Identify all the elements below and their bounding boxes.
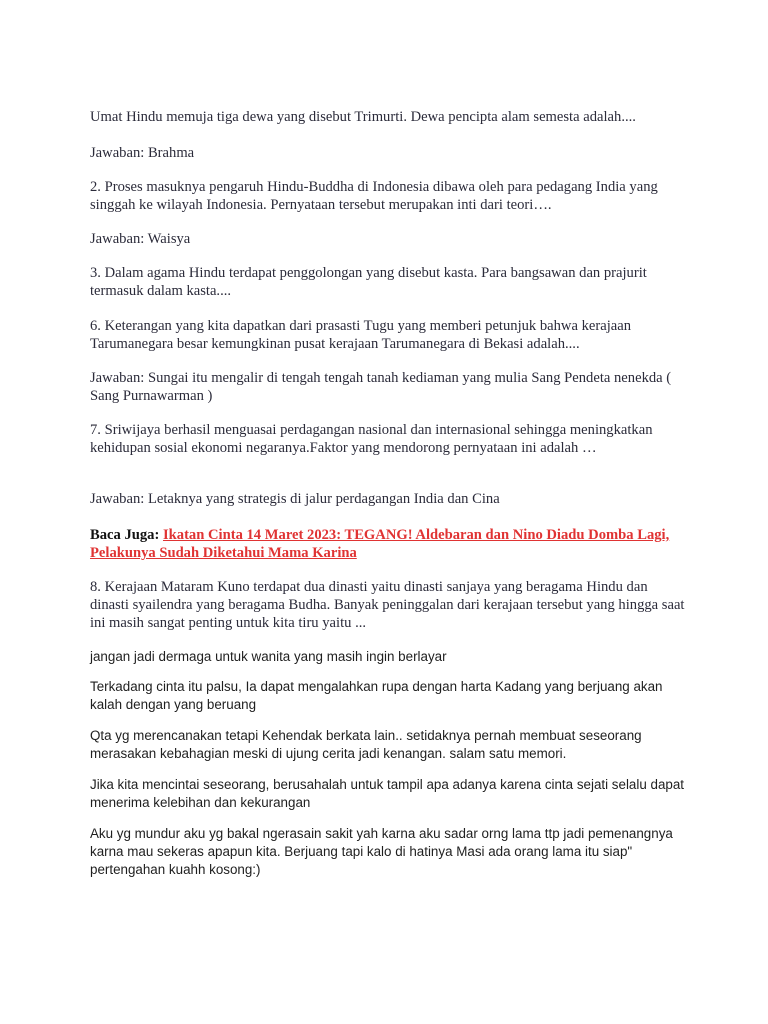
answer-2: Jawaban: Waisya: [90, 231, 191, 247]
question-8: 8. Kerajaan Mataram Kuno terdapat dua dinasti yaitu dinasti sanjaya yang beragama Hindu dan dinasti syailendra yang beragama Budha. Banyak peninggalan dari kerajaan tersebut yang hingga saat ini masih sangat penting untuk kita tiru yaitu ...: [90, 579, 685, 631]
quote-1: jangan jadi dermaga untuk wanita yang masih ingin berlayar: [90, 649, 447, 664]
question-7: 7. Sriwijaya berhasil menguasai perdagangan nasional dan internasional sehingga meningkatkan kehidupan sosial ekonomi negaranya.Faktor yang mendorong pernyataan ini adalah …: [90, 422, 653, 456]
quote-3: Qta yg merencanakan tetapi Kehendak berkata lain.. setidaknya pernah membuat seseorang merasakan kebahagian meski di ujung cerita jadi kenangan. salam satu memori.: [90, 728, 642, 761]
question-1: Umat Hindu memuja tiga dewa yang disebut Trimurti. Dewa pencipta alam semesta adalah....: [90, 109, 636, 125]
baca-juga: [90, 526, 690, 562]
answer-1: Jawaban: Brahma: [90, 145, 195, 161]
quote-4: Jika kita mencintai seseorang, berusahalah untuk tampil apa adanya karena cinta sejati selalu dapat menerima kelebihan dan kekurangan: [90, 777, 685, 810]
quote-5: Aku yg mundur aku yg bakal ngerasain sakit yah karna aku sadar orng lama ttp jadi pemenangnya karna mau sekeras apapun kita. Berjuang tapi kalo di hatinya Masi ada orang lama itu siap" pertengahan kuahh kosong:): [90, 826, 673, 877]
question-6: 6. Keterangan yang kita dapatkan dari prasasti Tugu yang memberi petunjuk bahwa kerajaan Tarumanegara besar kemungkinan pusat kerajaan Tarumanegara di Bekasi adalah....: [90, 318, 632, 352]
answer-7: Jawaban: Letaknya yang strategis di jalur perdagangan India dan Cina: [90, 491, 500, 507]
baca-juga-label: Baca Juga:: [90, 527, 160, 543]
question-3: 3. Dalam agama Hindu terdapat penggolongan yang disebut kasta. Para bangsawan dan prajurit termasuk dalam kasta....: [90, 265, 647, 299]
quote-2: Terkadang cinta itu palsu, Ia dapat mengalahkan rupa dengan harta Kadang yang berjuang akan kalah dengan yang beruang: [90, 679, 663, 712]
answer-6: Jawaban: Sungai itu mengalir di tengah tengah tanah kediaman yang mulia Sang Pendeta nenekda ( Sang Purnawarman ): [90, 370, 672, 404]
related-article-link[interactable]: Ikatan Cinta 14 Maret 2023: TEGANG! Aldebaran dan Nino Diadu Domba Lagi, Pelakunya Sudah Diketahui Mama Karina: [90, 527, 670, 561]
question-2: 2. Proses masuknya pengaruh Hindu-Buddha di Indonesia dibawa oleh para pedagang India yang singgah ke wilayah Indonesia. Pernyataan tersebut merupakan inti dari teori….: [90, 179, 658, 213]
